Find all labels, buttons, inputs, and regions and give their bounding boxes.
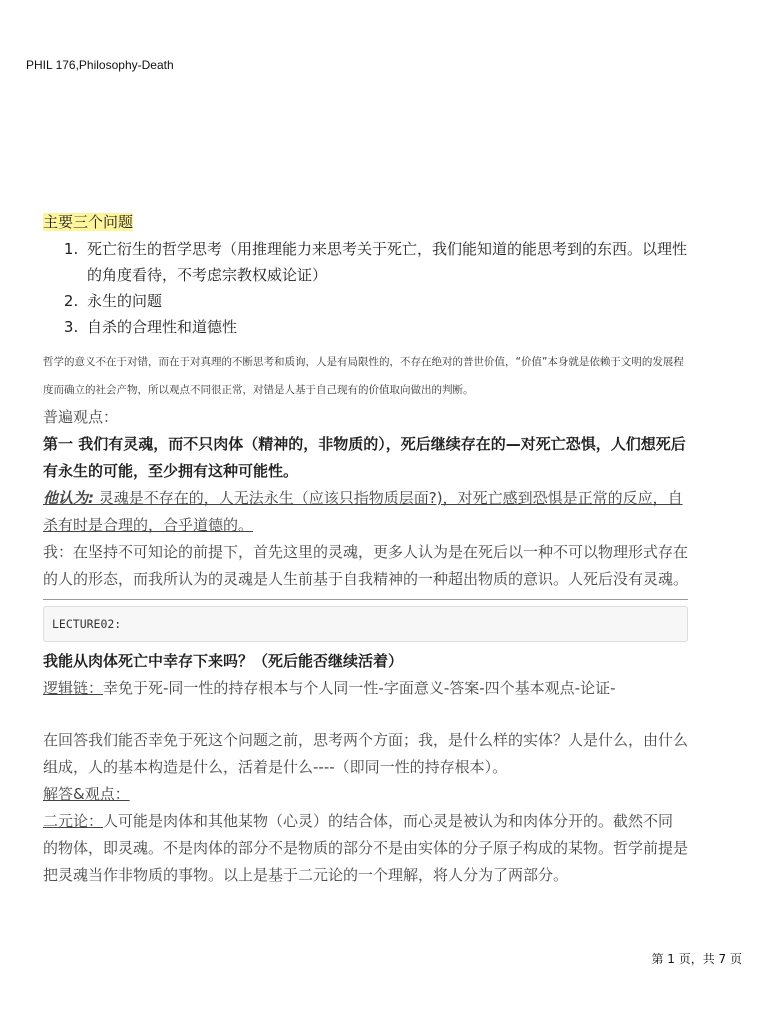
before-answer-paragraph: 在回答我们能否幸免于死这个问题之前，思考两个方面；我，是什么样的实体？人是什么，由什么组成，人的基本构造是什么，活着是什么----（即同一性的持存根本）。 xyxy=(43,731,689,776)
spacer xyxy=(43,702,688,727)
topics-list xyxy=(43,236,688,340)
he-says-label: 他认为: xyxy=(43,489,94,507)
page-number: 第 1 页，共 7 页 xyxy=(651,952,742,966)
common-view-label: 普遍观点： xyxy=(43,408,119,426)
section-title: 主要三个问题 xyxy=(43,213,134,231)
answer-label: 解答&观点： xyxy=(43,785,130,803)
lecture-question: 我能从肉体死亡中幸存下来吗？（死后能否继续活着） xyxy=(43,652,404,670)
page-header-course: PHIL 176,Philosophy-Death xyxy=(26,58,174,72)
logic-chain xyxy=(43,675,688,702)
note-paragraph: 哲学的意义不在于对错，而在于对真理的不断思考和质询，人是有局限性的，不存在绝对的普世价值，“价值”本身就是依赖于文明的发展程度而确立的社会产物，所以观点不同很正常，对错是人基于自己现有的价值取向做出的判断。 xyxy=(43,356,684,396)
document-body xyxy=(43,210,688,889)
lecture-code-block: LECTURE02: xyxy=(43,606,688,642)
common-view-statement: 第一 我们有灵魂，而不只肉体（精神的，非物质的），死后继续存在的—对死亡恐惧，人们想死后有永生的可能，至少拥有这种可能性。 xyxy=(43,435,686,480)
logic-label: 逻辑链： xyxy=(43,679,104,697)
dualism-label: 二元论： xyxy=(43,812,104,830)
my-view-paragraph: 我：在坚持不可知论的前提下，首先这里的灵魂，更多人认为是在死后以一种不可以物理形式存在的人的形态，而我所认为的灵魂是人生前基于自我精神的一种超出物质的意识。人死后没有灵魂。 xyxy=(43,543,689,588)
divider xyxy=(43,599,688,600)
topic-item: 3. 自杀的合理性和道德性 xyxy=(83,314,688,340)
topic-item: 2. 永生的问题 xyxy=(83,288,688,314)
topic-item: 1. 死亡衍生的哲学思考（用推理能力来思考关于死亡，我们能知道的能思考到的东西。以理性的角度看待，不考虑宗教权威论证） xyxy=(83,236,688,288)
he-says-paragraph xyxy=(43,485,688,539)
dualism-text: 人可能是肉体和其他某物（心灵）的结合体，而心灵是被认为和肉体分开的。截然不同的物体，即灵魂。不是肉体的部分不是物质的部分不是由实体的分子原子构成的某物。哲学前提是把灵魂当作非物质的事物。以上是基于二元论的一个理解，将人分为了两部分。 xyxy=(43,812,689,884)
logic-text: 幸免于死-同一性的持存根本与个人同一性-字面意义-答案-四个基本观点-论证- xyxy=(103,679,616,697)
he-says-text: 灵魂是不存在的，人无法永生（应该只指物质层面?)，对死亡感到恐惧是正常的反应，自杀有时是合理的，合乎道德的。 xyxy=(43,489,683,534)
dualism-paragraph xyxy=(43,808,688,889)
